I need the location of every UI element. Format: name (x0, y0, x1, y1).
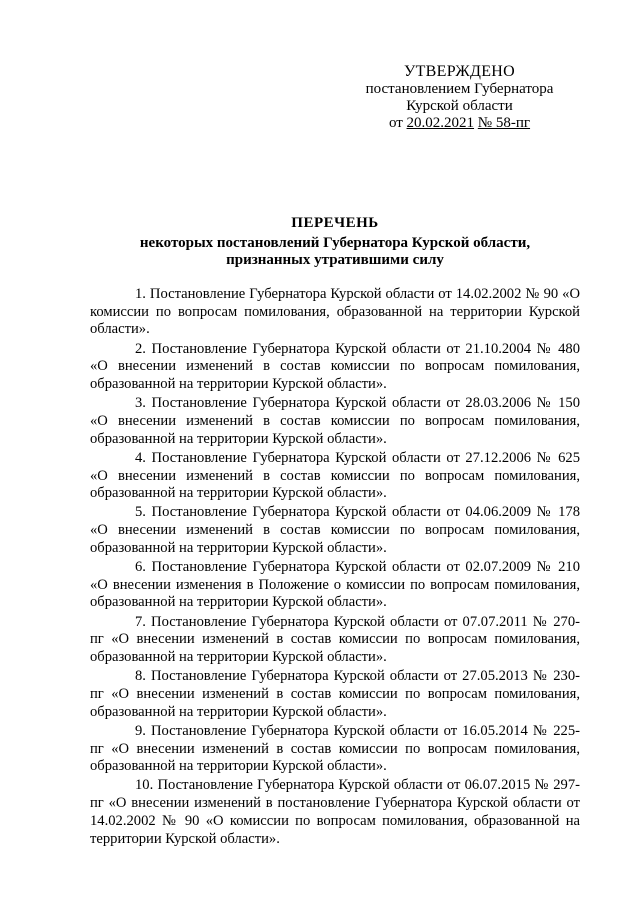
approval-date: 20.02.2021 (406, 115, 475, 131)
approval-heading: УТВЕРЖДЕНО (403, 63, 515, 80)
list-item: 8. Постановление Губернатора Курской области от 27.05.2013 № 230-пг «О внесении изменений в состав комиссии по вопросам помилования, образованной на территории Курской области». (90, 668, 580, 720)
approval-date-prefix: от (388, 115, 403, 131)
title-line-2: признанных утратившими силу (226, 252, 444, 268)
title-line-1: некоторых постановлений Губернатора Курской области, (139, 234, 531, 251)
document-title (90, 215, 580, 270)
approval-line-1: постановлением Губернатора (365, 81, 554, 97)
title-main: ПЕРЕЧЕНЬ (291, 215, 379, 231)
list-item: 3. Постановление Губернатора Курской области от 28.03.2006 № 150 «О внесении изменений в состав комиссии по вопросам помилования, образованной на территории Курской области». (90, 395, 580, 447)
list-item: 6. Постановление Губернатора Курской области от 02.07.2009 № 210 «О внесении изменения в Положение о комиссии по вопросам помилования, образованной на территории Курской области». (90, 559, 580, 611)
list-item: 5. Постановление Губернатора Курской области от 04.06.2009 № 178 «О внесении изменений в состав комиссии по вопросам помилования, образованной на территории Курской области». (90, 504, 580, 556)
approval-date-line (357, 115, 562, 132)
approval-stamp (357, 63, 562, 132)
approval-number: № 58-пг (477, 115, 531, 131)
list-item: 9. Постановление Губернатора Курской области от 16.05.2014 № 225-пг «О внесении изменений в состав комиссии по вопросам помилования, образованной на территории Курской области». (90, 722, 580, 775)
approval-line-2: Курской области (406, 98, 513, 114)
list-item: 10. Постановление Губернатора Курской области от 06.07.2015 № 297-пг «О внесении изменений в постановление Губернатора Курской области от 14.02.2002 № 90 «О комиссии по вопросам помилования, образованной на территории Курской области». (90, 777, 580, 847)
list-item: 1. Постановление Губернатора Курской области от 14.02.2002 № 90 «О комиссии по вопросам помилования, образованной на территории Курской области». (90, 286, 580, 338)
list-item: 2. Постановление Губернатора Курской области от 21.10.2004 № 480 «О внесении изменений в состав комиссии по вопросам помилования, образованной на территории Курской области». (90, 340, 580, 393)
list-item: 4. Постановление Губернатора Курской области от 27.12.2006 № 625 «О внесении изменений в состав комиссии по вопросам помилования, образованной на территории Курской области». (90, 449, 580, 502)
list-item: 7. Постановление Губернатора Курской области от 07.07.2011 № 270-пг «О внесении изменений в состав комиссии по вопросам помилования, образованной на территории Курской области». (90, 613, 580, 666)
decree-list (90, 286, 580, 848)
